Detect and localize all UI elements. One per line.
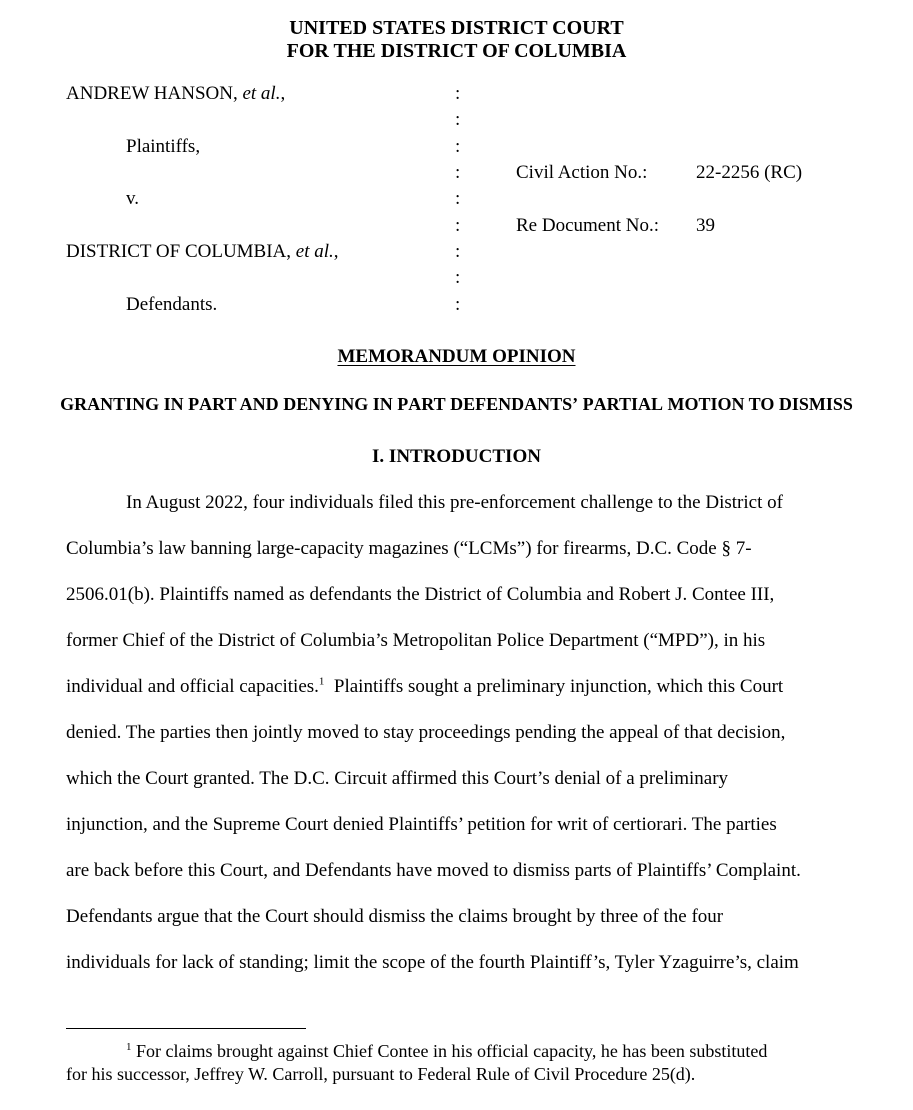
caption-colon: :	[455, 215, 461, 236]
court-name: UNITED STATES DISTRICT COURT	[289, 17, 624, 39]
footnote-marker: 1	[126, 1041, 132, 1053]
subtitle-word-8-rest: ISMISS	[791, 394, 853, 414]
plaintiff-caption	[66, 83, 285, 105]
opinion-title: MEMORANDUM OPINION	[337, 346, 576, 367]
body-line: Columbia’s law banning large-capacity magazines (“LCMs”) for firearms, D.C. Code § 7-	[66, 538, 752, 559]
footnote-line: for his successor, Jeffrey W. Carroll, pursuant to Federal Rule of Civil Procedure 25(d).	[66, 1064, 696, 1084]
subtitle-word-3-initial: D	[283, 394, 297, 414]
subtitle-word-1-initial: G	[60, 394, 75, 414]
body-line: Defendants argue that the Court should dismiss the claims brought by three of the four	[66, 906, 724, 927]
subtitle-word-3-rest: ENYING IN	[296, 394, 393, 414]
body-line: In August 2022, four individuals filed this pre-enforcement challenge to the District of	[126, 492, 783, 513]
defendant-name: DISTRICT OF COLUMBIA,	[66, 241, 296, 262]
body-line: former Chief of the District of Columbia’s Metropolitan Police Department (“MPD”), in his	[66, 630, 766, 651]
body-line: which the Court granted. The D.C. Circuit affirmed this Court’s denial of a preliminary	[66, 768, 729, 789]
subtitle-word-4-initial: P	[397, 394, 409, 414]
subtitle-word-8-initial: D	[778, 394, 792, 414]
defendant-suffix: ,	[333, 241, 339, 262]
caption-colon: :	[455, 83, 461, 104]
civil-action-label: Civil Action No.:	[516, 162, 648, 183]
footnote-line	[126, 1041, 767, 1062]
defendant-caption	[66, 241, 339, 263]
subtitle-word-5-rest: EFENDANTS’	[463, 394, 579, 414]
caption-colon: :	[455, 267, 461, 288]
body-line: injunction, and the Supreme Court denied Plaintiffs’ petition for writ of certiorari. The parties	[66, 814, 777, 835]
subtitle-word-7-initial: M	[667, 394, 685, 414]
defendants-label: Defendants.	[126, 294, 218, 315]
caption-colon: :	[455, 109, 461, 130]
re-document-label: Re Document No.:	[516, 215, 660, 236]
body-line-text: individual and official capacities.	[66, 676, 319, 697]
subtitle-word-1-rest: RANTING IN	[74, 394, 184, 414]
re-document-number: 39	[696, 215, 715, 236]
plaintiff-et-al: et al.	[242, 83, 281, 104]
subtitle-word-2-rest: ART AND	[199, 394, 279, 414]
subtitle-word-7-rest: OTION TO	[684, 394, 775, 414]
caption-colon: :	[455, 241, 461, 262]
plaintiff-suffix: ,	[280, 83, 286, 104]
body-line: 2506.01(b). Plaintiffs named as defendants the District of Columbia and Robert J. Contee III,	[66, 584, 775, 605]
civil-action-number: 22-2256 (RC)	[696, 162, 803, 183]
opinion-subtitle	[0, 394, 913, 415]
body-line-text: Plaintiffs sought a preliminary injunction, which this Court	[324, 676, 784, 697]
caption-colon: :	[455, 162, 461, 183]
body-line: individuals for lack of standing; limit the scope of the fourth Plaintiff’s, Tyler Yzaguirre’s, claim	[66, 952, 799, 973]
plaintiff-name: ANDREW HANSON,	[66, 83, 243, 104]
subtitle-word-6-initial: P	[582, 394, 594, 414]
footnote-separator	[66, 1028, 306, 1029]
defendant-et-al: et al.	[295, 241, 334, 262]
versus-label: v.	[126, 188, 140, 209]
body-line: denied. The parties then jointly moved to stay proceedings pending the appeal of that decision,	[66, 722, 786, 743]
body-line	[66, 676, 783, 698]
plaintiffs-label: Plaintiffs,	[126, 136, 201, 157]
court-district: FOR THE DISTRICT OF COLUMBIA	[286, 40, 627, 62]
subtitle-word-5-initial: D	[450, 394, 464, 414]
subtitle-word-2-initial: P	[188, 394, 200, 414]
body-line: are back before this Court, and Defendants have moved to dismiss parts of Plaintiffs’ Complaint.	[66, 860, 801, 881]
section-heading: I. INTRODUCTION	[372, 446, 541, 467]
caption-colon: :	[455, 136, 461, 157]
footnote-reference[interactable]: 1	[318, 675, 325, 688]
footnote-text: For claims brought against Chief Contee in his official capacity, he has been substituted	[131, 1041, 768, 1061]
subtitle-word-4-rest: ART	[408, 394, 446, 414]
caption-colon: :	[455, 294, 461, 315]
caption-colon: :	[455, 188, 461, 209]
subtitle-word-6-rest: ARTIAL	[593, 394, 663, 414]
